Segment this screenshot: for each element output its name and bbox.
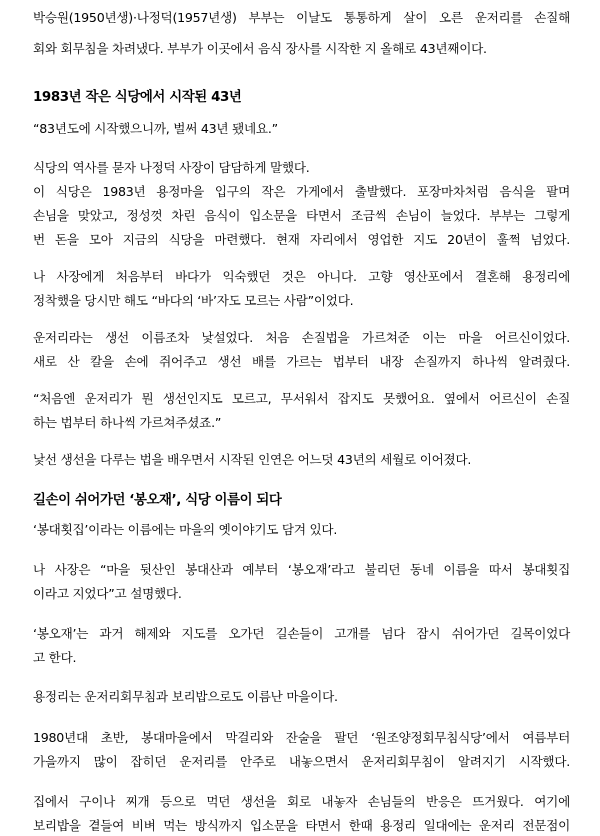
paragraph-line: 손님을 맞았고, 정성껏 차린 음식이 입소문을 타면서 조금씩 손님이 늘었다. 부부는 그렇게 — [33, 208, 570, 223]
paragraph-line: ‘봉대횟집’이라는 이름에는 마을의 옛이야기도 담겨 있다. — [33, 522, 338, 537]
paragraph-line: 이 식당은 1983년 용정마을 입구의 작은 가게에서 출발했다. 포장마차처럼 음식을 팔며 — [33, 184, 570, 199]
paragraph-line: 나 사장은 “마을 뒷산인 봉대산과 예부터 ‘봉오재’라고 불리던 동네 이름을 따서 봉대횟집 — [33, 562, 570, 577]
section-heading: 길손이 쉬어가던 ‘봉오재’, 식당 이름이 되다 — [33, 493, 282, 508]
quote-line: 하는 법부터 하나씩 가르쳐주셨죠.” — [33, 415, 222, 430]
paragraph-line: 집에서 구이나 찌개 등으로 먹던 생선을 회로 내놓자 손님들의 반응은 뜨거웠다. 여기에 — [33, 794, 570, 809]
paragraph-line: 운저리라는 생선 이름조차 낯설었다. 처음 손질법을 가르쳐준 이는 마을 어르신이었다. — [33, 330, 570, 345]
paragraph-line: 나 사장에게 처음부터 바다가 익숙했던 것은 아니다. 고향 영산포에서 결혼해 용정리에 — [33, 269, 570, 284]
paragraph-line: ‘봉오재’는 과거 해제와 지도를 오가던 길손들이 고개를 넘다 잠시 쉬어가던 길목이었다 — [33, 626, 570, 641]
quote-line: “83년도에 시작했으니까, 벌써 43년 됐네요.” — [33, 121, 278, 136]
paragraph-line: 고 한다. — [33, 650, 77, 665]
paragraph-line: 용정리는 운저리회무침과 보리밥으로도 이름난 마을이다. — [33, 689, 338, 704]
paragraph-line: 번 돈을 모아 지금의 식당을 마련했다. 현재 자리에서 영업한 지도 20년이 훌쩍 넘었다. — [33, 232, 570, 247]
paragraph-line: 식당의 역사를 묻자 나정덕 사장이 담담하게 말했다. — [33, 160, 310, 175]
paragraph-line: 가을까지 많이 잡히던 운저리를 안주로 내놓으면서 운저리회무침이 알려지기 시작했다. — [33, 754, 570, 769]
paragraph-line: 박승원(1950년생)·나정덕(1957년생) 부부는 이날도 통통하게 살이 오른 운저리를 손질해 — [33, 10, 570, 25]
paragraph-line: 새로 산 칼을 손에 쥐어주고 생선 배를 가르는 법부터 내장 손질까지 하나씩 알려줬다. — [33, 354, 570, 369]
paragraph-line: 회와 회무침을 차려냈다. 부부가 이곳에서 음식 장사를 시작한 지 올해로 43년째이다. — [33, 41, 487, 56]
paragraph-line: 이라고 지었다”고 설명했다. — [33, 586, 182, 601]
paragraph-line: 1980년대 초반, 봉대마을에서 막걸리와 잔술을 팔던 ‘원조양정회무침식당’에서 여름부터 — [33, 730, 570, 745]
section-heading: 1983년 작은 식당에서 시작된 43년 — [33, 90, 242, 105]
paragraph-line: 보리밥을 곁들여 비벼 먹는 방식까지 입소문을 타면서 한때 용정리 일대에는 운저리 전문점이 — [33, 818, 570, 833]
paragraph-line: 정착했을 당시만 해도 “바다의 ‘바’자도 모르는 사람”이었다. — [33, 293, 354, 308]
quote-line: “처음엔 운저리가 뭔 생선인지도 모르고, 무서워서 잡지도 못했어요. 옆에서 어르신이 손질 — [33, 391, 570, 406]
paragraph-line: 낯선 생선을 다루는 법을 배우면서 시작된 인연은 어느덧 43년의 세월로 이어졌다. — [33, 452, 472, 467]
